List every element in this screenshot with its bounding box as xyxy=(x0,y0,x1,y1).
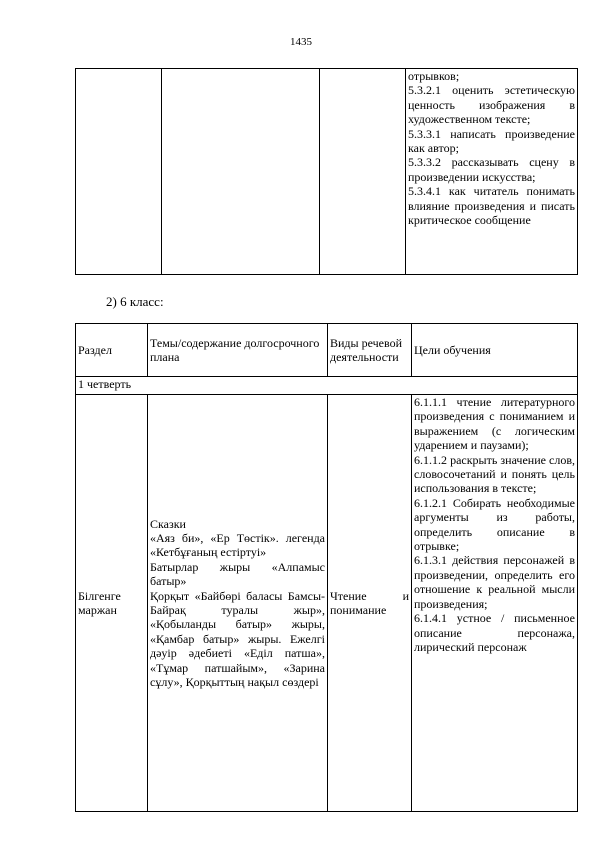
empty-cell xyxy=(162,69,320,275)
header-row xyxy=(76,324,578,377)
goal-line: 6.1.3.1 действия персонажей в произведении, определить его отношение к реальной мысли произведения; xyxy=(414,553,575,611)
goal-line: отрывков; xyxy=(408,69,460,83)
topic-line: Сказки xyxy=(150,516,186,531)
header-goals: Цели обучения xyxy=(412,324,578,377)
goal-line: 6.1.1.2 раскрыть значение слов, словосочетаний и понять цель использования в тексте; xyxy=(414,452,575,496)
empty-cell xyxy=(320,69,406,275)
goal-line: 6.1.1.1 чтение литературного произведения с пониманием и выражением (с логическим ударением и паузами); xyxy=(414,395,575,453)
quarter-label: 1 четверть xyxy=(76,377,578,395)
goal-line: 5.3.3.2 рассказывать сцену в произведении искусства; xyxy=(408,155,575,184)
goals-cell xyxy=(412,395,578,812)
topic-line: Батырлар жыры «Алпамыс батыр» xyxy=(150,559,325,589)
curriculum-table xyxy=(75,323,578,812)
topic-line: «Аяз би», «Ер Төстік». легенда «Кетбұғаның естіртуі» xyxy=(150,530,325,560)
quarter-row xyxy=(76,377,578,395)
topic-line: Қорқыт «Байбөрі баласы Бамсы-Байрақ туралы жыр», «Қобыланды батыр» жыры, «Қамбар батыр» жыры. Ежелгі дәуір әдебиеті «Еділ патша», «Тұмар патшайым», «Зарина сұлу», Қорқыттың нақыл сөздері xyxy=(150,588,325,690)
header-topics: Темы/содержание долгосрочного плана xyxy=(148,324,328,377)
section-cell: Білгенге маржан xyxy=(76,395,148,812)
goal-line: 5.3.2.1 оценить эстетическую ценность изображения в художественном тексте; xyxy=(408,83,575,127)
goal-line: 6.1.4.1 устное / письменное описание персонажа, лирический персонаж xyxy=(414,611,575,654)
goal-line: 5.3.4.1 как читатель понимать влияние произведения и писать критическое сообщение xyxy=(408,184,575,228)
header-section: Раздел xyxy=(76,324,148,377)
continued-table xyxy=(75,68,578,275)
section-heading: 2) 6 класс: xyxy=(106,294,164,309)
empty-cell xyxy=(76,69,162,275)
goal-line: 6.1.2.1 Собирать необходимые аргументы из работы, определить описание в отрывке; xyxy=(414,495,575,554)
page-number: 1435 xyxy=(290,36,312,48)
table-row xyxy=(76,395,578,812)
table-row xyxy=(76,69,578,275)
topics-cell xyxy=(148,395,328,812)
goals-cell xyxy=(406,69,578,275)
header-activity: Виды речевой деятельности xyxy=(328,324,412,377)
goal-line: 5.3.3.1 написать произведение как автор; xyxy=(408,126,575,156)
activity-cell: Чтение и понимание xyxy=(328,395,412,812)
